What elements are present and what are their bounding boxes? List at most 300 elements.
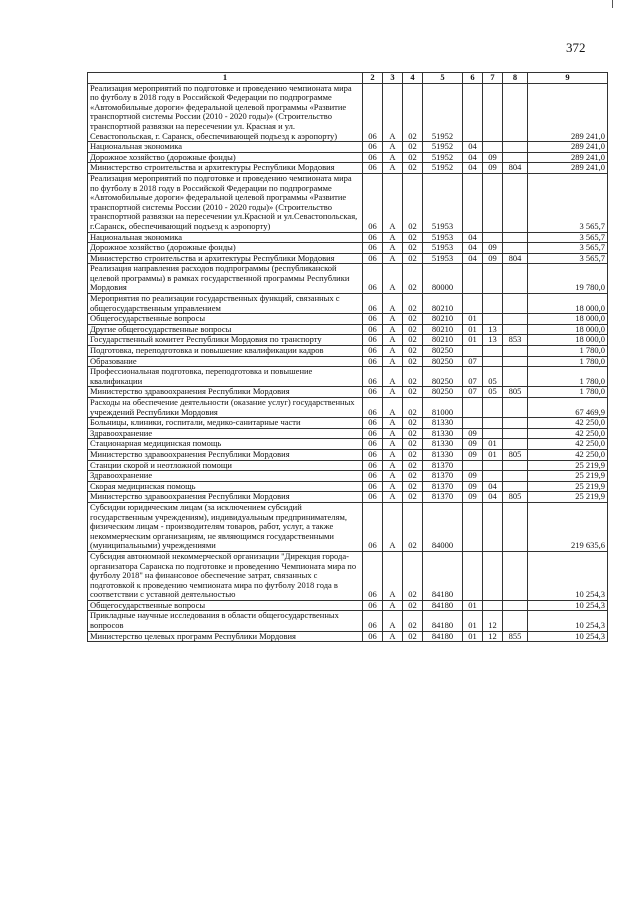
code-cell: 06 — [363, 173, 383, 232]
code-cell: А — [383, 502, 403, 551]
table-header-row — [88, 73, 608, 84]
ministry-code-cell — [503, 551, 528, 600]
amount-cell: 42 250,0 — [528, 428, 608, 439]
subsection-cell: 13 — [483, 324, 503, 335]
section-cell: 09 — [463, 439, 483, 450]
page-edge-mark — [612, 0, 613, 8]
header-cell: 1 — [88, 73, 363, 84]
target-code-cell: 84180 — [423, 600, 463, 611]
amount-cell: 3 565,7 — [528, 253, 608, 264]
section-cell: 01 — [463, 600, 483, 611]
amount-cell: 18 000,0 — [528, 335, 608, 346]
code-cell: А — [383, 264, 403, 294]
row-name-cell: Стационарная медицинская помощь — [88, 439, 363, 450]
target-code-cell: 51952 — [423, 163, 463, 174]
section-cell — [463, 502, 483, 551]
code-cell: 02 — [403, 428, 423, 439]
amount-cell: 25 219,9 — [528, 460, 608, 471]
code-cell: А — [383, 428, 403, 439]
subsection-cell: 09 — [483, 243, 503, 254]
ministry-code-cell — [503, 346, 528, 357]
amount-cell: 289 241,0 — [528, 152, 608, 163]
target-code-cell: 84180 — [423, 551, 463, 600]
row-name-cell: Дорожное хозяйство (дорожные фонды) — [88, 152, 363, 163]
code-cell: А — [383, 492, 403, 503]
code-cell: 02 — [403, 232, 423, 243]
subsection-cell — [483, 600, 503, 611]
section-cell: 01 — [463, 335, 483, 346]
code-cell: А — [383, 449, 403, 460]
amount-cell: 67 469,9 — [528, 398, 608, 418]
subsection-cell: 01 — [483, 449, 503, 460]
target-code-cell: 51952 — [423, 83, 463, 142]
ministry-code-cell — [503, 481, 528, 492]
row-name-cell: Общегосударственные вопросы — [88, 314, 363, 325]
code-cell: А — [383, 481, 403, 492]
table-body — [88, 83, 608, 642]
ministry-code-cell — [503, 398, 528, 418]
target-code-cell: 81370 — [423, 481, 463, 492]
amount-cell: 25 219,9 — [528, 492, 608, 503]
amount-cell: 25 219,9 — [528, 481, 608, 492]
code-cell: А — [383, 367, 403, 387]
code-cell: 02 — [403, 492, 423, 503]
code-cell: 02 — [403, 163, 423, 174]
row-name-cell: Министерство строительства и архитектуры Республики Мордовия — [88, 253, 363, 264]
code-cell: 02 — [403, 335, 423, 346]
section-cell — [463, 173, 483, 232]
target-code-cell: 51952 — [423, 152, 463, 163]
subsection-cell: 04 — [483, 492, 503, 503]
code-cell: 06 — [363, 398, 383, 418]
target-code-cell: 81330 — [423, 418, 463, 429]
target-code-cell: 80210 — [423, 324, 463, 335]
table-row — [88, 173, 608, 232]
row-name-cell: Мероприятия по реализации государственных функций, связанных с общегосударственным управлением — [88, 294, 363, 314]
row-name-cell: Больницы, клиники, госпитали, медико-санитарные части — [88, 418, 363, 429]
ministry-code-cell — [503, 611, 528, 631]
code-cell: А — [383, 346, 403, 357]
section-cell: 01 — [463, 314, 483, 325]
row-name-cell: Прикладные научные исследования в области общегосударственных вопросов — [88, 611, 363, 631]
code-cell: 06 — [363, 551, 383, 600]
row-name-cell: Министерство здравоохранения Республики Мордовия — [88, 449, 363, 460]
code-cell: А — [383, 173, 403, 232]
ministry-code-cell — [503, 502, 528, 551]
code-cell: 06 — [363, 152, 383, 163]
code-cell: А — [383, 142, 403, 153]
table-row — [88, 367, 608, 387]
code-cell: А — [383, 163, 403, 174]
code-cell: 06 — [363, 471, 383, 482]
target-code-cell: 80250 — [423, 367, 463, 387]
table-row — [88, 324, 608, 335]
budget-table — [87, 72, 608, 642]
row-name-cell: Дорожное хозяйство (дорожные фонды) — [88, 243, 363, 254]
subsection-cell — [483, 502, 503, 551]
ministry-code-cell — [503, 294, 528, 314]
subsection-cell — [483, 232, 503, 243]
code-cell: 02 — [403, 243, 423, 254]
section-cell: 01 — [463, 324, 483, 335]
code-cell: А — [383, 243, 403, 254]
target-code-cell: 51953 — [423, 253, 463, 264]
subsection-cell: 05 — [483, 367, 503, 387]
subsection-cell — [483, 551, 503, 600]
table-row — [88, 551, 608, 600]
code-cell: А — [383, 253, 403, 264]
row-name-cell: Субсидии юридическим лицам (за исключением субсидий государственным учреждениям), индивидуальным предпринимателям, физическим лицам - производителям товаров, работ, услуг, а также некоммерческим организациям, не являющимся государственными (муниципальными) учреждениями — [88, 502, 363, 551]
table-row — [88, 243, 608, 254]
code-cell: 02 — [403, 294, 423, 314]
row-name-cell: Национальная экономика — [88, 232, 363, 243]
subsection-cell — [483, 294, 503, 314]
code-cell: А — [383, 294, 403, 314]
row-name-cell: Станции скорой и неотложной помощи — [88, 460, 363, 471]
ministry-code-cell: 804 — [503, 253, 528, 264]
subsection-cell: 09 — [483, 163, 503, 174]
code-cell: 06 — [363, 387, 383, 398]
ministry-code-cell — [503, 232, 528, 243]
section-cell — [463, 460, 483, 471]
section-cell — [463, 294, 483, 314]
table-row — [88, 631, 608, 642]
subsection-cell — [483, 356, 503, 367]
code-cell: 02 — [403, 83, 423, 142]
code-cell: 06 — [363, 428, 383, 439]
ministry-code-cell: 805 — [503, 387, 528, 398]
subsection-cell — [483, 83, 503, 142]
code-cell: 06 — [363, 294, 383, 314]
ministry-code-cell: 805 — [503, 492, 528, 503]
code-cell: 06 — [363, 346, 383, 357]
code-cell: А — [383, 152, 403, 163]
ministry-code-cell: 855 — [503, 631, 528, 642]
subsection-cell: 09 — [483, 152, 503, 163]
code-cell: 02 — [403, 142, 423, 153]
subsection-cell: 04 — [483, 481, 503, 492]
subsection-cell — [483, 173, 503, 232]
header-cell: 7 — [483, 73, 503, 84]
table-row — [88, 492, 608, 503]
amount-cell: 18 000,0 — [528, 314, 608, 325]
code-cell: 02 — [403, 152, 423, 163]
ministry-code-cell — [503, 460, 528, 471]
row-name-cell: Профессиональная подготовка, переподготовка и повышение квалификации — [88, 367, 363, 387]
section-cell: 09 — [463, 492, 483, 503]
row-name-cell: Министерство здравоохранения Республики Мордовия — [88, 387, 363, 398]
target-code-cell: 51953 — [423, 243, 463, 254]
code-cell: 02 — [403, 600, 423, 611]
amount-cell: 289 241,0 — [528, 142, 608, 153]
section-cell: 09 — [463, 471, 483, 482]
ministry-code-cell — [503, 428, 528, 439]
code-cell: А — [383, 471, 403, 482]
page-number: 372 — [566, 40, 586, 55]
target-code-cell: 80210 — [423, 335, 463, 346]
table-row — [88, 611, 608, 631]
table-row — [88, 294, 608, 314]
target-code-cell: 80210 — [423, 294, 463, 314]
amount-cell: 10 254,3 — [528, 551, 608, 600]
table-row — [88, 335, 608, 346]
row-name-cell: Национальная экономика — [88, 142, 363, 153]
section-cell — [463, 551, 483, 600]
subsection-cell — [483, 418, 503, 429]
subsection-cell — [483, 264, 503, 294]
row-name-cell: Реализация направления расходов подпрограммы (республиканской целевой программы) в рамках государственной программы Республики Мордовия — [88, 264, 363, 294]
amount-cell: 25 219,9 — [528, 471, 608, 482]
code-cell: 06 — [363, 502, 383, 551]
section-cell — [463, 346, 483, 357]
table-row — [88, 253, 608, 264]
code-cell: 02 — [403, 418, 423, 429]
section-cell: 04 — [463, 232, 483, 243]
section-cell: 07 — [463, 356, 483, 367]
code-cell: 06 — [363, 418, 383, 429]
amount-cell: 3 565,7 — [528, 173, 608, 232]
code-cell: А — [383, 83, 403, 142]
code-cell: 02 — [403, 367, 423, 387]
amount-cell: 1 780,0 — [528, 346, 608, 357]
amount-cell: 1 780,0 — [528, 387, 608, 398]
code-cell: 06 — [363, 439, 383, 450]
section-cell: 09 — [463, 481, 483, 492]
amount-cell: 1 780,0 — [528, 367, 608, 387]
code-cell: 02 — [403, 481, 423, 492]
row-name-cell: Образование — [88, 356, 363, 367]
row-name-cell: Министерство целевых программ Республики Мордовия — [88, 631, 363, 642]
amount-cell: 42 250,0 — [528, 418, 608, 429]
section-cell: 04 — [463, 152, 483, 163]
table-row — [88, 264, 608, 294]
code-cell: А — [383, 324, 403, 335]
target-code-cell: 51953 — [423, 173, 463, 232]
amount-cell: 289 241,0 — [528, 163, 608, 174]
code-cell: А — [383, 314, 403, 325]
ministry-code-cell — [503, 324, 528, 335]
table-row — [88, 471, 608, 482]
amount-cell: 219 635,6 — [528, 502, 608, 551]
target-code-cell: 84000 — [423, 502, 463, 551]
target-code-cell: 80250 — [423, 356, 463, 367]
code-cell: 06 — [363, 314, 383, 325]
code-cell: 06 — [363, 324, 383, 335]
row-name-cell: Субсидия автономной некоммерческой организации "Дирекция города-организатора Саранска по подготовке и проведению Чемпионата мира по футболу 2018" на финансовое обеспечение затрат, связанных с подготовкой к проведению чемпионата мира по футболу 2018 года в соответствии с уставной деятельностью — [88, 551, 363, 600]
code-cell: 02 — [403, 631, 423, 642]
code-cell: 06 — [363, 449, 383, 460]
code-cell: 06 — [363, 481, 383, 492]
target-code-cell: 80210 — [423, 314, 463, 325]
amount-cell: 1 780,0 — [528, 356, 608, 367]
ministry-code-cell — [503, 243, 528, 254]
ministry-code-cell — [503, 173, 528, 232]
code-cell: 02 — [403, 253, 423, 264]
table-row — [88, 163, 608, 174]
code-cell: А — [383, 551, 403, 600]
section-cell: 04 — [463, 163, 483, 174]
code-cell: А — [383, 398, 403, 418]
section-cell: 01 — [463, 631, 483, 642]
code-cell: 06 — [363, 264, 383, 294]
amount-cell: 10 254,3 — [528, 631, 608, 642]
subsection-cell — [483, 428, 503, 439]
subsection-cell: 01 — [483, 439, 503, 450]
code-cell: 02 — [403, 460, 423, 471]
ministry-code-cell — [503, 83, 528, 142]
code-cell: 02 — [403, 324, 423, 335]
row-name-cell: Реализация мероприятий по подготовке и проведению чемпионата мира по футболу в 2018 году в Российской Федерации по подпрограмме «Автомобильные дороги» федеральной целевой программы «Развитие транспортной системы России (2010 - 2020 годы)» (Строительство транспортной развязки на пересечении ул. Красная и ул. Севастопольская, г. Саранск, обеспечивающей подъезд к аэропорту) — [88, 83, 363, 142]
amount-cell: 10 254,3 — [528, 600, 608, 611]
section-cell — [463, 264, 483, 294]
code-cell: 06 — [363, 83, 383, 142]
row-name-cell: Здравоохранение — [88, 471, 363, 482]
table-row — [88, 346, 608, 357]
target-code-cell: 80250 — [423, 387, 463, 398]
subsection-cell — [483, 314, 503, 325]
amount-cell: 42 250,0 — [528, 439, 608, 450]
target-code-cell: 84180 — [423, 611, 463, 631]
ministry-code-cell — [503, 439, 528, 450]
code-cell: А — [383, 232, 403, 243]
ministry-code-cell: 853 — [503, 335, 528, 346]
subsection-cell: 05 — [483, 387, 503, 398]
subsection-cell — [483, 460, 503, 471]
row-name-cell: Министерство строительства и архитектуры Республики Мордовия — [88, 163, 363, 174]
target-code-cell: 81370 — [423, 471, 463, 482]
code-cell: А — [383, 439, 403, 450]
subsection-cell — [483, 346, 503, 357]
target-code-cell: 81330 — [423, 439, 463, 450]
target-code-cell: 51952 — [423, 142, 463, 153]
code-cell: 02 — [403, 387, 423, 398]
table-row — [88, 398, 608, 418]
amount-cell: 42 250,0 — [528, 449, 608, 460]
ministry-code-cell — [503, 418, 528, 429]
code-cell: А — [383, 460, 403, 471]
amount-cell: 19 780,0 — [528, 264, 608, 294]
ministry-code-cell — [503, 356, 528, 367]
row-name-cell: Общегосударственные вопросы — [88, 600, 363, 611]
table-row — [88, 356, 608, 367]
code-cell: 06 — [363, 253, 383, 264]
target-code-cell: 81000 — [423, 398, 463, 418]
header-cell: 9 — [528, 73, 608, 84]
target-code-cell: 81370 — [423, 460, 463, 471]
code-cell: 06 — [363, 492, 383, 503]
ministry-code-cell — [503, 471, 528, 482]
code-cell: 06 — [363, 460, 383, 471]
code-cell: 02 — [403, 356, 423, 367]
subsection-cell: 12 — [483, 631, 503, 642]
section-cell: 07 — [463, 367, 483, 387]
code-cell: 06 — [363, 367, 383, 387]
code-cell: А — [383, 631, 403, 642]
row-name-cell: Подготовка, переподготовка и повышение квалификации кадров — [88, 346, 363, 357]
row-name-cell: Реализация мероприятий по подготовке и проведению чемпионата мира по футболу в 2018 году в Российской Федерации по подпрограмме «Автомобильные дороги» федеральной целевой программы «Развитие транспортной системы России (2010 - 2020 годы)» (Строительство транспортной развязки на пересечении ул.Красной и ул.Севастопольская, г.Саранск, обеспечивающий подъезд к аэропорту) — [88, 173, 363, 232]
table-row — [88, 418, 608, 429]
code-cell: 02 — [403, 502, 423, 551]
section-cell: 09 — [463, 449, 483, 460]
table-row — [88, 428, 608, 439]
code-cell: 02 — [403, 439, 423, 450]
header-cell: 6 — [463, 73, 483, 84]
subsection-cell — [483, 471, 503, 482]
code-cell: 02 — [403, 398, 423, 418]
section-cell: 07 — [463, 387, 483, 398]
code-cell: А — [383, 335, 403, 346]
subsection-cell: 12 — [483, 611, 503, 631]
ministry-code-cell — [503, 367, 528, 387]
code-cell: 06 — [363, 611, 383, 631]
row-name-cell: Расходы на обеспечение деятельности (оказание услуг) государственных учреждений Республики Мордовия — [88, 398, 363, 418]
table-row — [88, 142, 608, 153]
row-name-cell: Скорая медицинская помощь — [88, 481, 363, 492]
code-cell: А — [383, 356, 403, 367]
table-row — [88, 387, 608, 398]
code-cell: А — [383, 611, 403, 631]
code-cell: 02 — [403, 264, 423, 294]
target-code-cell: 51953 — [423, 232, 463, 243]
code-cell: 06 — [363, 335, 383, 346]
row-name-cell: Государственный комитет Республики Мордовия по транспорту — [88, 335, 363, 346]
ministry-code-cell — [503, 142, 528, 153]
target-code-cell: 81330 — [423, 428, 463, 439]
table-row — [88, 502, 608, 551]
table-row — [88, 314, 608, 325]
code-cell: 06 — [363, 356, 383, 367]
amount-cell: 18 000,0 — [528, 294, 608, 314]
section-cell — [463, 418, 483, 429]
amount-cell: 3 565,7 — [528, 232, 608, 243]
header-cell: 5 — [423, 73, 463, 84]
subsection-cell — [483, 142, 503, 153]
amount-cell: 289 241,0 — [528, 83, 608, 142]
code-cell: 02 — [403, 346, 423, 357]
ministry-code-cell: 805 — [503, 449, 528, 460]
code-cell: А — [383, 387, 403, 398]
section-cell: 04 — [463, 243, 483, 254]
amount-cell: 3 565,7 — [528, 243, 608, 254]
header-cell: 2 — [363, 73, 383, 84]
ministry-code-cell — [503, 314, 528, 325]
code-cell: 02 — [403, 611, 423, 631]
code-cell: 02 — [403, 449, 423, 460]
code-cell: 06 — [363, 163, 383, 174]
target-code-cell: 80000 — [423, 264, 463, 294]
section-cell: 04 — [463, 142, 483, 153]
table-row — [88, 439, 608, 450]
row-name-cell: Министерство здравоохранения Республики Мордовия — [88, 492, 363, 503]
section-cell: 09 — [463, 428, 483, 439]
code-cell: 06 — [363, 232, 383, 243]
row-name-cell: Другие общегосударственные вопросы — [88, 324, 363, 335]
subsection-cell — [483, 398, 503, 418]
header-cell: 3 — [383, 73, 403, 84]
subsection-cell: 09 — [483, 253, 503, 264]
target-code-cell: 80250 — [423, 346, 463, 357]
target-code-cell: 81370 — [423, 492, 463, 503]
code-cell: 06 — [363, 142, 383, 153]
code-cell: А — [383, 600, 403, 611]
table-row — [88, 460, 608, 471]
header-cell: 8 — [503, 73, 528, 84]
code-cell: 02 — [403, 551, 423, 600]
amount-cell: 18 000,0 — [528, 324, 608, 335]
code-cell: 06 — [363, 600, 383, 611]
target-code-cell: 81330 — [423, 449, 463, 460]
section-cell — [463, 83, 483, 142]
